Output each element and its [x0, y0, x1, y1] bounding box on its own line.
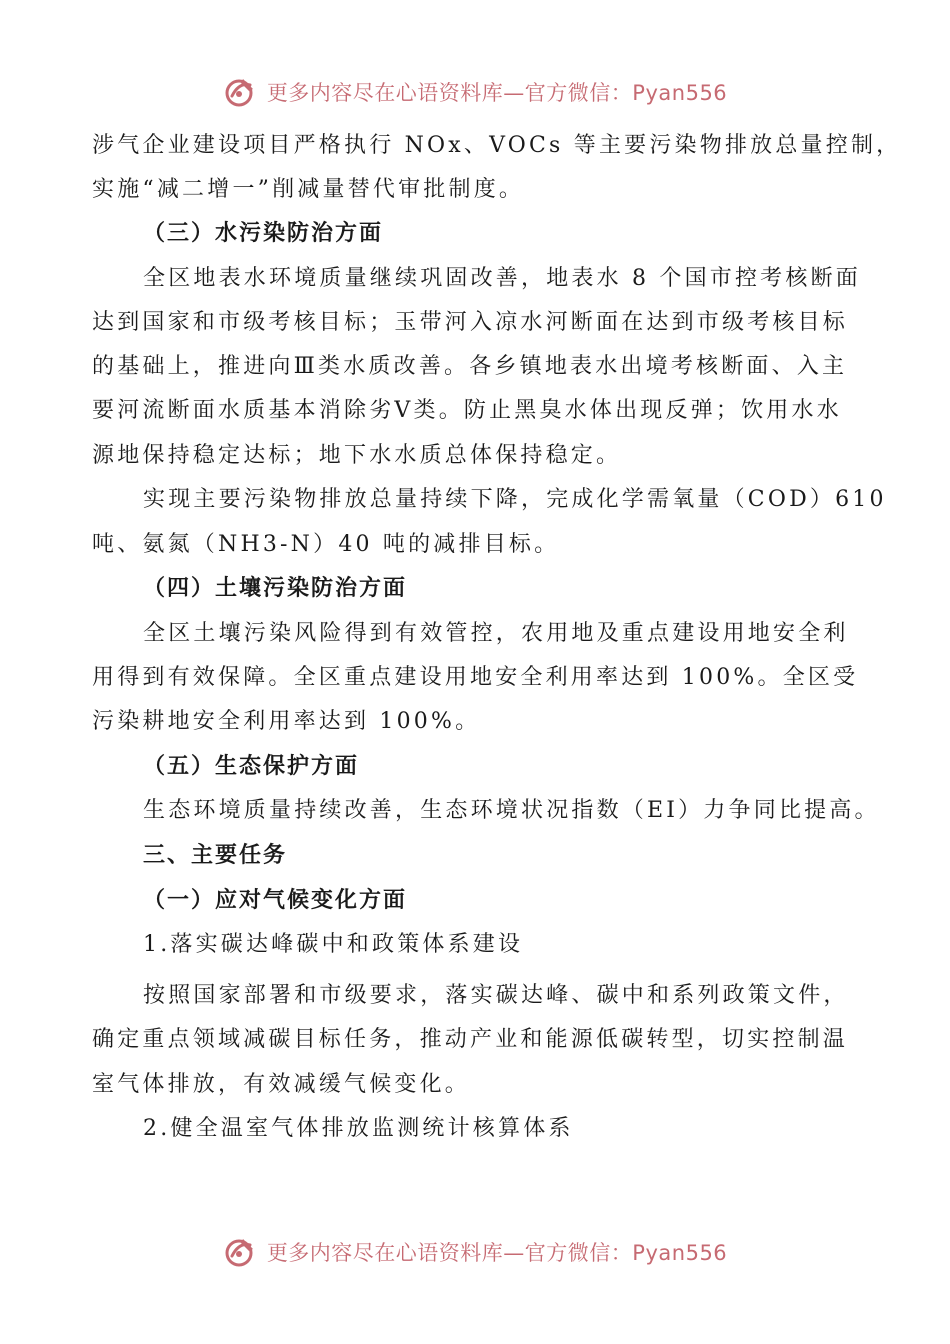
swirl-pen-logo-icon [223, 74, 259, 110]
body-line: 污染耕地安全利用率达到 100%。 [92, 709, 481, 734]
watermark-banner-top [0, 72, 950, 112]
subsection-heading: 1.落实碳达峰碳中和政策体系建设 [143, 932, 524, 957]
body-line: 全区地表水环境质量继续巩固改善，地表水 8 个国市控考核断面 [143, 266, 861, 291]
body-line: 室气体排放，有效减缓气候变化。 [92, 1072, 471, 1097]
body-line: 要河流断面水质基本消除劣Ⅴ类。防止黑臭水体出现反弹；饮用水水 [92, 398, 842, 423]
body-line: 按照国家部署和市级要求，落实碳达峰、碳中和系列政策文件， [143, 983, 849, 1008]
section-heading: （一）应对气候变化方面 [143, 888, 408, 913]
subsection-heading: 2.健全温室气体排放监测统计核算体系 [143, 1116, 574, 1141]
body-line: 涉气企业建设项目严格执行 NOx、VOCs 等主要污染物排放总量控制， [92, 133, 902, 158]
body-line: 用得到有效保障。全区重点建设用地安全利用率达到 100%。全区受 [92, 665, 859, 690]
body-line: 源地保持稳定达标；地下水水质总体保持稳定。 [92, 443, 622, 468]
body-line: 实施“减二增一”削减量替代审批制度。 [92, 177, 525, 202]
section-heading: （三）水污染防治方面 [143, 221, 384, 246]
section-heading: （五）生态保护方面 [143, 754, 360, 779]
swirl-pen-logo-icon [223, 1234, 259, 1270]
body-line: 达到国家和市级考核目标；玉带河入凉水河断面在达到市级考核目标 [92, 310, 849, 335]
body-line: 全区土壤污染风险得到有效管控，农用地及重点建设用地安全利 [143, 621, 849, 646]
body-line: 的基础上，推进向Ⅲ类水质改善。各乡镇地表水出境考核断面、入主 [92, 354, 848, 379]
chapter-heading: 三、主要任务 [143, 843, 288, 868]
watermark-text: 更多内容尽在心语资料库—官方微信：Pyan556 [266, 81, 728, 105]
watermark-text: 更多内容尽在心语资料库—官方微信：Pyan556 [266, 1241, 728, 1265]
body-line: 实现主要污染物排放总量持续下降，完成化学需氧量（COD）610 [143, 487, 887, 512]
watermark-banner-bottom [0, 1232, 950, 1272]
section-heading: （四）土壤污染防治方面 [143, 576, 408, 601]
body-line: 吨、氨氮（NH3-N）40 吨的减排目标。 [92, 532, 560, 557]
body-line: 生态环境质量持续改善，生态环境状况指数（EI）力争同比提高。 [143, 798, 880, 823]
body-line: 确定重点领域减碳目标任务，推动产业和能源低碳转型，切实控制温 [92, 1027, 849, 1052]
